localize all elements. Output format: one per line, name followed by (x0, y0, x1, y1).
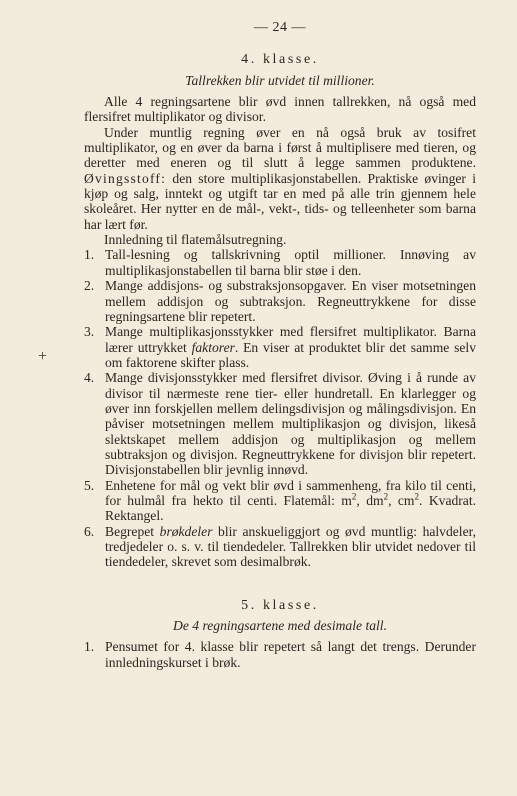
page-number: — 24 — (254, 20, 306, 35)
list-text: , dm (356, 492, 384, 508)
section-heading-5: 5. klasse. (241, 597, 319, 613)
list-item-5 (84, 478, 476, 524)
paragraph-2-continued: den store multiplikasjonstabellen. Praktiske øvinger i kjøp og salg, inntekt og utgift tar en med på alle trin gjennem hele skoleåret. Her nytter en de mål-, vekt-, tids- og telleenheter som barna har lært før. (84, 170, 476, 232)
margin-pencil-mark: + (38, 348, 48, 365)
list-item-6 (84, 524, 476, 570)
list-number: 1. (84, 639, 95, 655)
section-subtitle-5: De 4 regningsartene med desimale tall. (173, 618, 387, 634)
list-item-1 (84, 639, 476, 670)
list-number: 5. (84, 477, 95, 493)
list-text: , cm (388, 492, 415, 508)
list-text: Tall-lesning og tallskrivning optil millioner. Innøving av multiplikasjonstabellen til barna blir støe i den. (105, 247, 476, 278)
list-text: Pensumet for 4. klasse blir repetert så langt det trengs. Derunder innledningskurset i brøk. (105, 639, 476, 670)
section-heading-4: 4. klasse. (241, 52, 319, 68)
list-text-emphasis: faktorer (191, 339, 235, 355)
superscript: 2 (383, 491, 389, 502)
section-5-list (84, 639, 476, 670)
list-number: 6. (84, 523, 95, 539)
intro-line: Innledning til flatemålsutregning. (104, 232, 287, 248)
section-subtitle-4: Tallrekken blir utvidet til millioner. (185, 72, 375, 88)
paragraph-2-text: Under muntlig regning øver en nå også bruk av tosifret multiplikator, og en øver da barna i først å multiplisere med tieren, og deretter med eneren og til slutt å legge sammen produktene. (84, 124, 476, 171)
list-text: Mange divisjonsstykker med flersifret divisor. Øving i å runde av divisor til nærmeste rene tier- eller hundretall. En klarlegger og øver inn forskjellen mellem delingsdivisjon og målingsdivisjon. En påviser motsetningen mellem multiplikasjon og divisjon, likeså slektskapet mellem addisjon og multiplikasjon og mellem subtraksjon og divisjon. Regneuttrykkene for divisjon blir repetert. Divisjonstabellen blir jevnlig innøvd. (105, 370, 476, 478)
list-text: Begrepet (105, 523, 160, 539)
superscript: 2 (351, 491, 357, 502)
list-text: Enhetene for mål og vekt blir øvd i sammenheng, fra kilo til centi, for hulmål fra hekto til centi. Flatemål: m (105, 477, 476, 508)
list-text: . Kvadrat. Rektangel. (105, 492, 477, 524)
section-4-list (84, 247, 476, 569)
superscript: 2 (414, 491, 420, 502)
list-text: Mange multiplikasjonsstykker med flersifret multiplikator. Barna lærer uttrykket (105, 324, 476, 355)
list-number: 4. (84, 370, 95, 386)
paragraph-1: Alle 4 regningsartene blir øvd innen tallrekken, nå også med flersifret multiplikator og divisor. (84, 94, 476, 125)
list-text-emphasis: brøkdeler (159, 523, 213, 539)
list-item-1 (84, 247, 476, 278)
list-text: Mange addisjons- og substraksjonsopgaver. En viser motsetningen mellem addisjon og subtraksjon. Regneuttrykkene for disse regningsartene blir repetert. (105, 278, 476, 324)
list-text: . En viser at produktet blir det samme selv om faktorene skifter plass. (105, 339, 476, 370)
list-number: 1. (84, 247, 95, 263)
list-text: blir anskueliggjort og øvd muntlig: halvdeler, tredjedeler o. s. v. til tiendedeler. Tallrekken blir utvidet nedover til tiendedeler, skrevet som desimalbrøk. (105, 523, 476, 570)
list-item-2 (84, 278, 476, 324)
list-number: 3. (84, 324, 95, 340)
paragraph-2 (84, 125, 476, 232)
list-item-3 (84, 324, 476, 370)
list-number: 2. (84, 278, 95, 294)
exercise-label: Øvingsstoff: (84, 170, 167, 186)
section-gap (84, 570, 476, 590)
book-page (84, 20, 476, 670)
list-item-4 (84, 370, 476, 477)
